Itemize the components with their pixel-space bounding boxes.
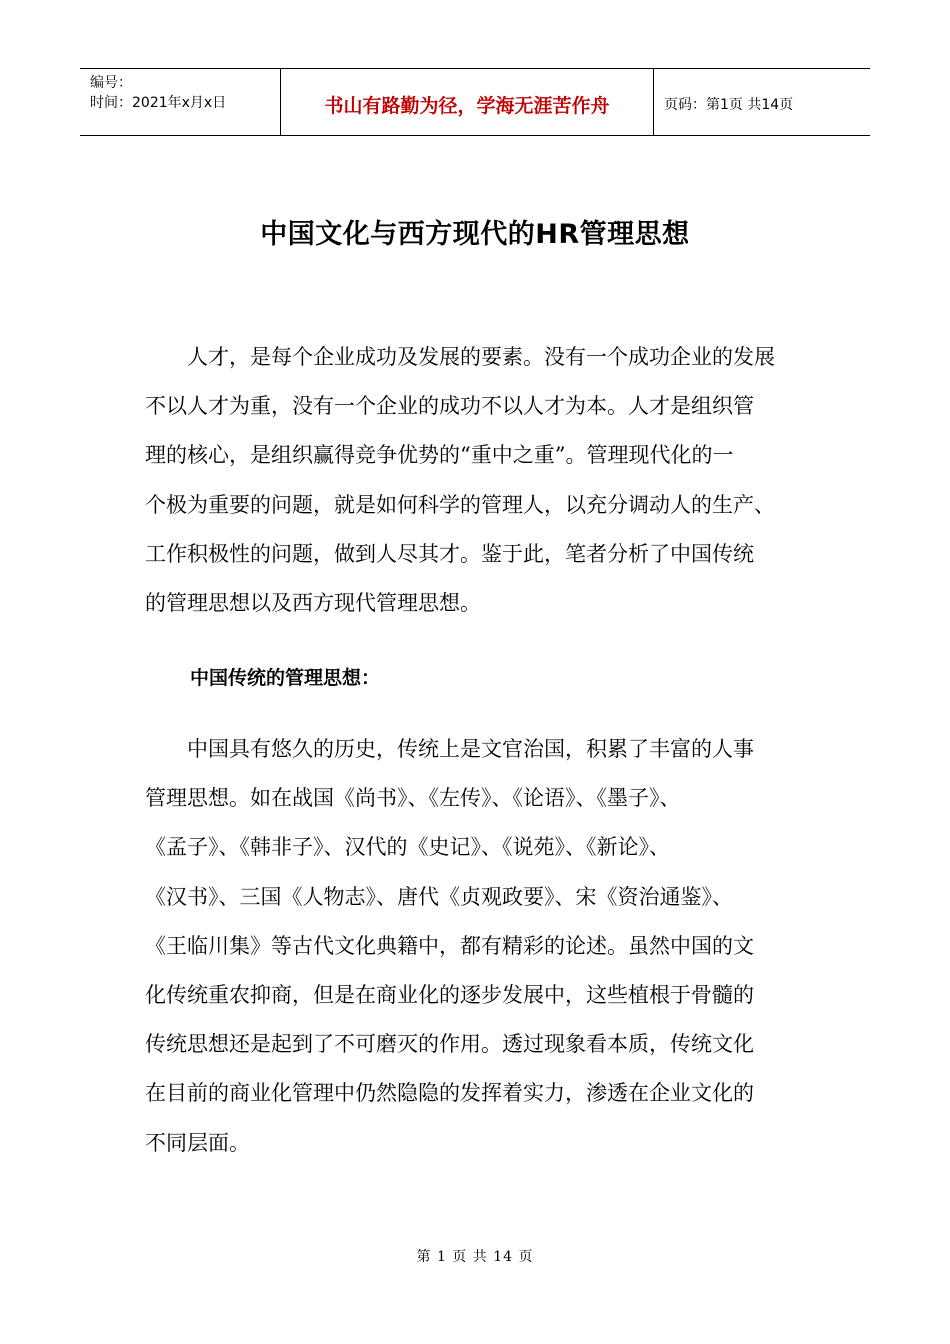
paragraph-line: 传统思想还是起到了不可磨灭的作用。透过现象看本质，传统文化 [145,1032,754,1057]
paragraph-line: 《汉书》、三国《人物志》、唐代《贞观政要》、宋《资治通鉴》、 [145,884,733,909]
paragraph-line: 不同层面。 [145,1130,250,1155]
paragraph-line: 工作积极性的问题，做到人尽其才。鉴于此，笔者分析了中国传统 [145,541,754,566]
document-header [80,68,870,136]
paragraph-line: 中国具有悠久的历史，传统上是文官治国，积累了丰富的人事 [187,737,754,761]
page-footer: 第 1 页 共 14 页 [416,1249,534,1265]
document-number-label: 编号： [90,75,132,91]
header-page-info: 页码：第1页 共14页 [664,97,794,113]
paragraph-line: 人才，是每个企业成功及发展的要素。没有一个成功企业的发展 [187,345,775,369]
intro-paragraph [145,333,810,628]
paragraph-line: 不以人才为重，没有一个企业的成功不以人才为本。人才是组织管 [145,394,754,419]
header-motto: 书山有路勤为径，学海无涯苦作舟 [280,69,654,135]
paragraph-line: 个极为重要的问题，就是如何科学的管理人，以充分调动人的生产、 [145,492,775,517]
document-title: 中国文化与西方现代的HR管理思想 [260,219,690,250]
section-paragraph [145,725,810,1168]
paragraph-line: 《王临川集》等古代文化典籍中，都有精彩的论述。虽然中国的文 [145,933,754,958]
paragraph-line: 理的核心，是组织赢得竞争优势的“重中之重”。管理现代化的一 [145,443,734,468]
paragraph-line: 化传统重农抑商，但是在商业化的逐步发展中，这些植根于骨髓的 [145,983,754,1008]
paragraph-line: 管理思想。如在战国《尚书》、《左传》、《论语》、《墨子》、 [145,786,681,811]
header-meta [80,69,280,135]
section-heading: 中国传统的管理思想： [190,667,381,689]
document-time-label: 时间：2021年x月x日 [90,95,227,111]
paragraph-line: 《孟子》、《韩非子》、汉代的《史记》、《说苑》、《新论》、 [145,835,670,860]
paragraph-line: 在目前的商业化管理中仍然隐隐的发挥着实力，渗透在企业文化的 [145,1081,754,1106]
paragraph-line: 的管理思想以及西方现代管理思想。 [145,591,481,616]
